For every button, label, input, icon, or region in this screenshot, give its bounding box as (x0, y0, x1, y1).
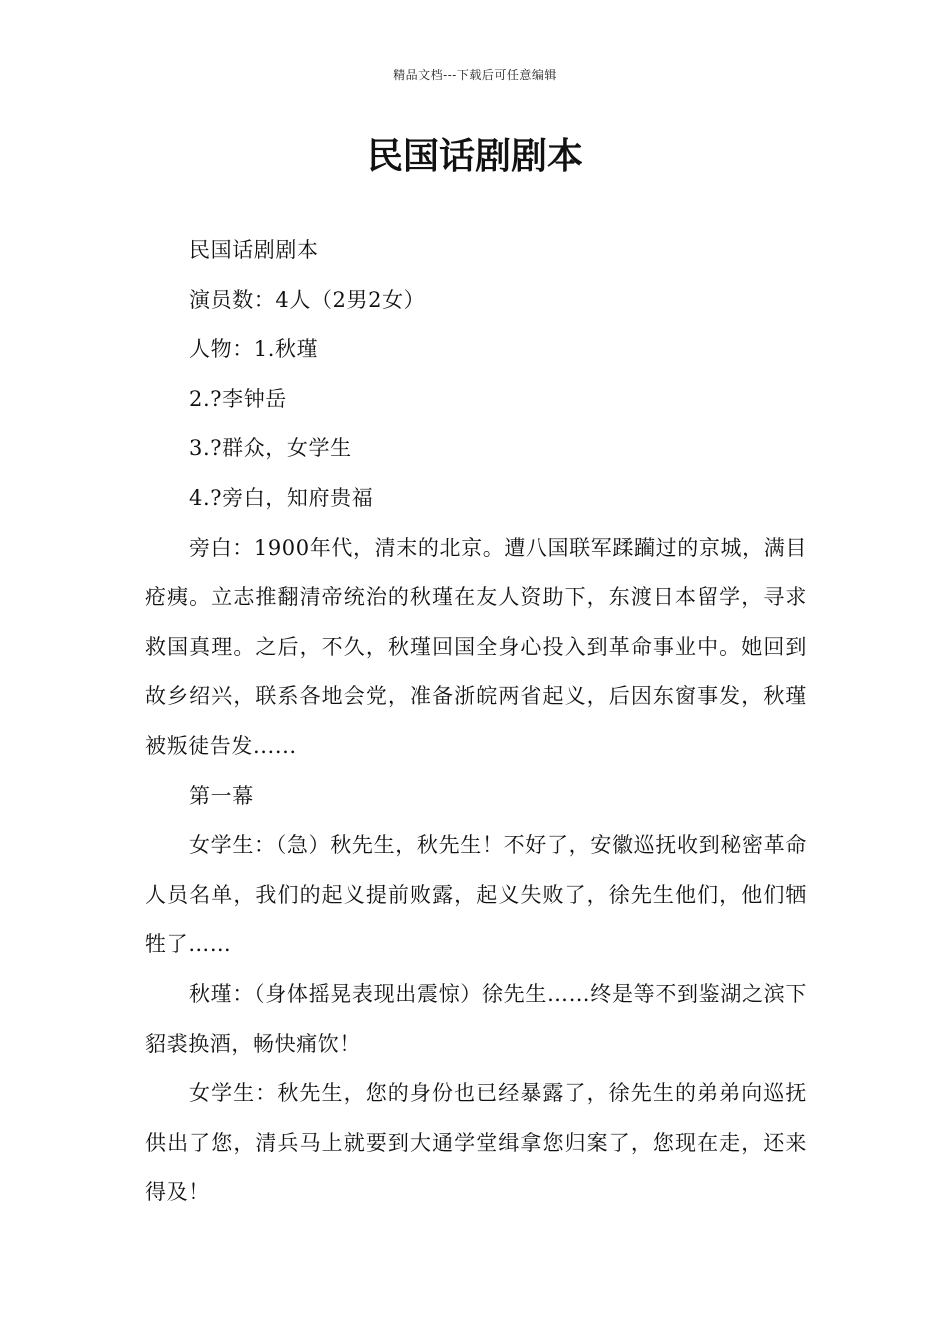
document-title: 民国话剧剧本 (366, 136, 583, 177)
paragraph-character-3: 3.?群众，女学生 (189, 436, 352, 461)
paragraph-dialogue: 秋瑾：（身体摇晃表现出震惊）徐先生……终是等不到鉴湖之滨下貂裘换酒，畅快痛饮！ (145, 981, 807, 1056)
paragraph-narration: 旁白：1900年代，清末的北京。遭八国联军蹂躏过的京城，满目疮痍。立志推翻清帝统治的秋瑾在友人资助下，东渡日本留学，寻求救国真理。之后，不久，秋瑾回国全身心投入到革命事业中。她回到故乡绍兴，联系各地会党，准备浙皖两省起义，后因东窗事发，秋瑾被叛徒告发...... (145, 535, 807, 758)
paragraph-character-1: 人物：1.秋瑾 (189, 337, 319, 362)
paragraph-dialogue: 女学生：（急）秋先生，秋先生！不好了，安徽巡抚收到秘密革命人员名单，我们的起义提前败露，起义失败了，徐先生他们，他们牺牲了…… (145, 833, 807, 957)
paragraph-character-2: 2.?李钟岳 (189, 386, 287, 411)
paragraph-dialogue: 女学生：秋先生，您的身份也已经暴露了，徐先生的弟弟向巡抚供出了您，清兵马上就要到大通学堂缉拿您归案了，您现在走，还来得及！ (145, 1081, 807, 1205)
paragraph-cast-count: 演员数：4人（2男2女） (189, 287, 426, 312)
document-body (145, 226, 807, 1218)
paragraph-act-heading: 第一幕 (189, 783, 254, 808)
paragraph-character-4: 4.?旁白，知府贵福 (189, 485, 374, 510)
paragraph-play-title: 民国话剧剧本 (189, 238, 319, 262)
header-note: 精品文档---下载后可任意编辑 (393, 68, 557, 82)
